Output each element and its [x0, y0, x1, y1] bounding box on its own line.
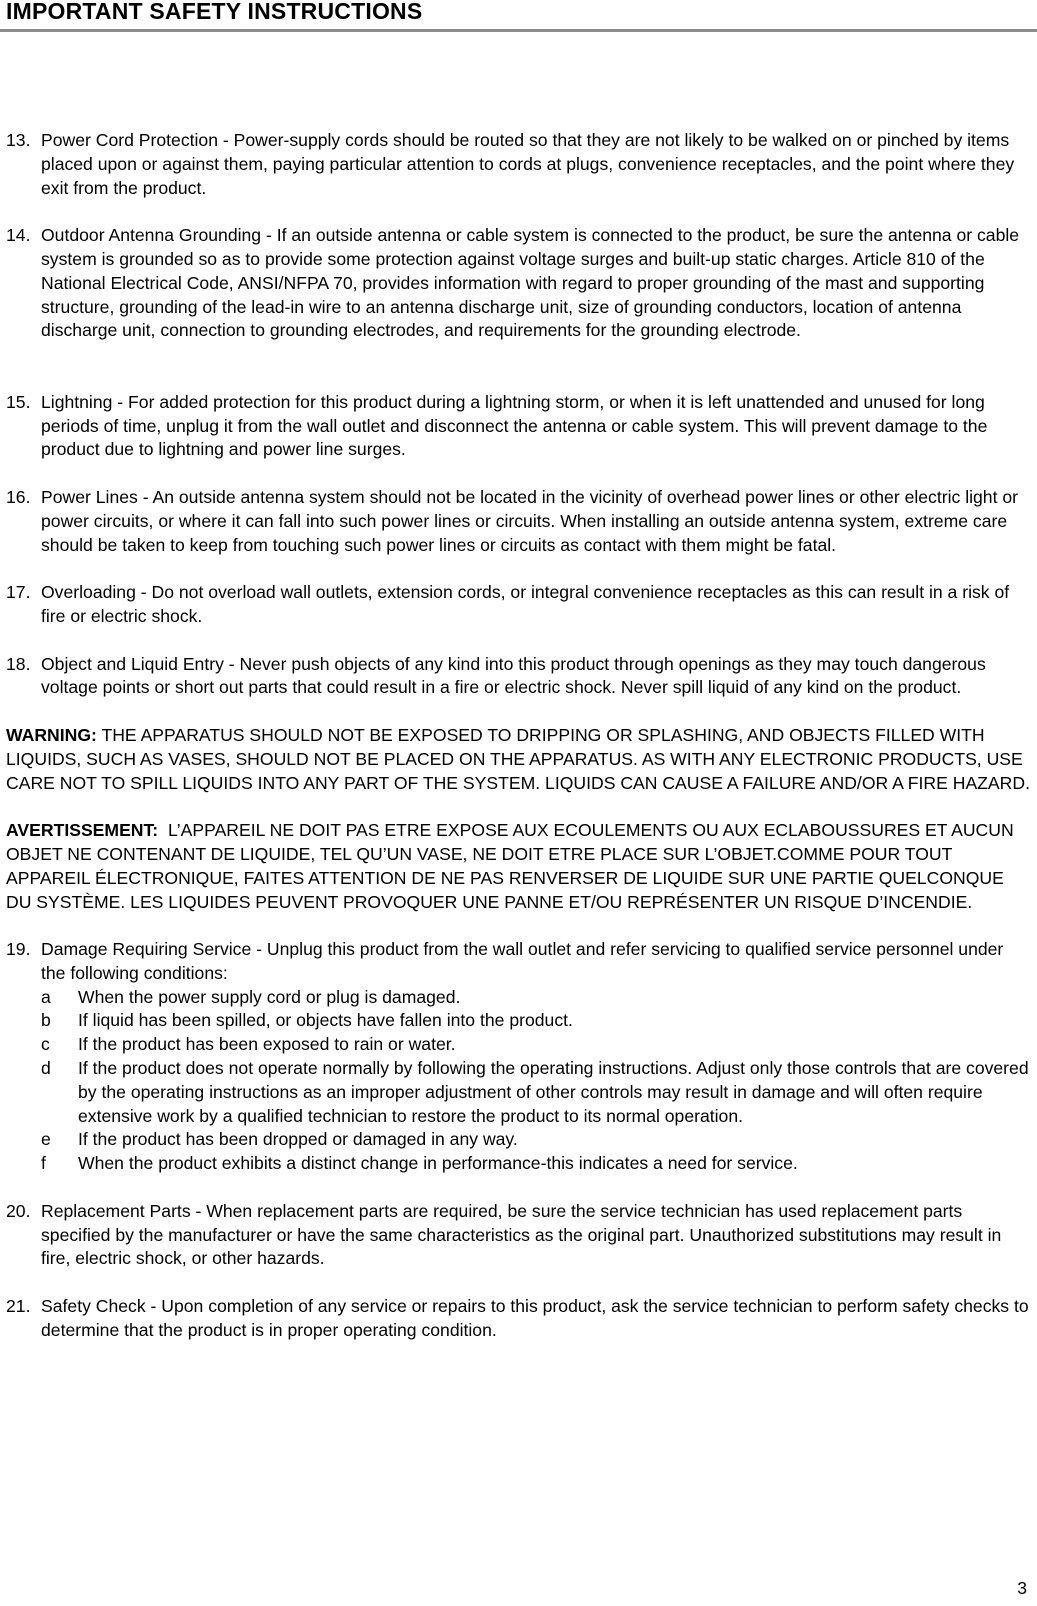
item-text: Replacement Parts - When replacement parts are required, be sure the service technician has used replacement parts specified by the manufacturer or have the same characteristics as the original part. Unauthorized substitutions may result in fire, electric shock, or other hazards. — [41, 1200, 1002, 1269]
warning-text: THE APPARATUS SHOULD NOT BE EXPOSED TO DRIPPING OR SPLASHING, AND OBJECTS FILLED WITH LIQUIDS, SUCH AS VASES, SHOULD NOT BE PLACED ON THE APPARATUS. AS WITH ANY ELECTRONIC PRODUCTS, USE CARE NOT TO SPILL LIQUIDS INTO ANY PART OF THE SYSTEM. LIQUIDS CAN CAUSE A FAILURE AND/OR A FIRE HAZARD. — [6, 724, 1030, 793]
warning-notice — [6, 724, 1032, 795]
item-number: 17. — [6, 582, 31, 603]
condition-text: When the power supply cord or plug is damaged. — [78, 986, 461, 1007]
instruction-item-17 — [6, 581, 1032, 629]
item-text: Outdoor Antenna Grounding - If an outside antenna or cable system is connected to the product, be sure the antenna or cable system is grounded so as to provide some protection against voltage surges and built-up static charges. Article 810 of the National Electrical Code, ANSI/NFPA 70, provides information with regard to proper grounding of the mast and supporting structure, grounding of the lead-in wire to an antenna discharge unit, size of grounding conductors, location of antenna discharge unit, connection to grounding electrodes, and requirements for the grounding electrode. — [41, 225, 1020, 341]
item-number: 16. — [6, 486, 31, 507]
instruction-item-15 — [6, 391, 1032, 462]
avertissement-text: L’APPAREIL NE DOIT PAS ETRE EXPOSE AUX ECOULEMENTS OU AUX ECLABOUSSURES ET AUCUN OBJET NE CONTENANT DE LIQUIDE, TEL QU’UN VASE, NE DOIT ETRE PLACE SUR L’OBJET.COMME POUR TOUT APPAREIL ÉLECTRONIQUE, FAITES ATTENTION DE NE PAS RENVERSER DE LIQUIDE SUR UNE PARTIE QUELCONQUE DU SYSTÈME. LES LIQUIDES PEUVENT PROVOQUER UNE PANNE ET/OU REPRÉSENTER UN RISQUE D’INCENDIE. — [6, 820, 1019, 912]
condition-text: If liquid has been spilled, or objects have fallen into the product. — [78, 1010, 573, 1031]
warning-label: WARNING: — [6, 724, 97, 745]
condition-a — [6, 986, 1032, 1010]
condition-b — [6, 1009, 1032, 1033]
instruction-item-18 — [6, 653, 1032, 701]
item-number: 19. — [6, 939, 31, 960]
instruction-item-13 — [6, 129, 1032, 200]
item-number: 18. — [6, 653, 31, 674]
item-text: Object and Liquid Entry - Never push objects of any kind into this product through openings as they may touch dangerous voltage points or short out parts that could result in a fire or electric shock. Never spill liquid of any kind on the product. — [41, 653, 986, 698]
title-divider — [0, 29, 1037, 32]
instruction-item-21 — [6, 1295, 1032, 1343]
instruction-item-19 — [6, 938, 1032, 986]
condition-letter: c — [41, 1034, 50, 1055]
page-number: 3 — [1017, 1578, 1027, 1598]
condition-text: If the product has been exposed to rain or water. — [78, 1034, 456, 1055]
item-text: Power Cord Protection - Power-supply cords should be routed so that they are not likely to be walked on or pinched by items placed upon or against them, paying particular attention to cords at plugs, convenience receptacles, and the point where they exit from the product. — [41, 130, 1015, 198]
condition-d — [6, 1057, 1032, 1128]
item-number: 20. — [6, 1200, 31, 1221]
item-number: 13. — [6, 130, 31, 150]
condition-letter: a — [41, 986, 51, 1007]
condition-letter: f — [41, 1153, 46, 1174]
item-text: Power Lines - An outside antenna system should not be located in the vicinity of overhead power lines or other electric light or power circuits, or where it can fall into such power lines or circuits. When installing an outside antenna system, extreme care should be taken to keep from touching such power lines or circuits as contact with them might be fatal. — [41, 486, 1019, 555]
item-text: Safety Check - Upon completion of any service or repairs to this product, ask the service technician to perform safety checks to determine that the product is in proper operating condition. — [41, 1296, 1029, 1340]
item-text: Overloading - Do not overload wall outlets, extension cords, or integral convenience receptacles as this can result in a risk of fire or electric shock. — [41, 582, 1010, 626]
item-number: 21. — [6, 1296, 31, 1317]
avertissement-label: AVERTISSEMENT: — [6, 820, 159, 841]
instructions-body — [6, 129, 1032, 1343]
item-number: 14. — [6, 225, 31, 246]
condition-text: If the product does not operate normally by following the operating instructions. Adjust only those controls that are covered by the operating instructions as an improper adjustment of other controls may result in damage and will often require extensive work by a qualified technician to restore the product to its normal operation. — [78, 1058, 1029, 1126]
condition-text: When the product exhibits a distinct change in performance-this indicates a need for service. — [78, 1153, 798, 1174]
condition-f — [6, 1152, 1032, 1176]
instruction-item-16 — [6, 486, 1032, 557]
condition-letter: b — [41, 1010, 51, 1031]
condition-text: If the product has been dropped or damaged in any way. — [78, 1129, 518, 1150]
condition-letter: d — [41, 1058, 51, 1079]
page-title: IMPORTANT SAFETY INSTRUCTIONS — [6, 0, 423, 24]
condition-c — [6, 1033, 1032, 1057]
item-text: Lightning - For added protection for this product during a lightning storm, or when it is left unattended and unused for long periods of time, unplug it from the wall outlet and disconnect the antenna or cable system. This will prevent damage to the product due to lightning and power line surges. — [41, 391, 988, 460]
item-number: 15. — [6, 391, 31, 412]
instruction-item-20 — [6, 1200, 1032, 1271]
instruction-item-14 — [6, 224, 1032, 343]
condition-e — [6, 1128, 1032, 1152]
condition-letter: e — [41, 1129, 51, 1150]
avertissement-notice — [6, 819, 1032, 914]
item-text: Damage Requiring Service - Unplug this product from the wall outlet and refer servicing to qualified service personnel under the following conditions: — [41, 939, 1004, 983]
